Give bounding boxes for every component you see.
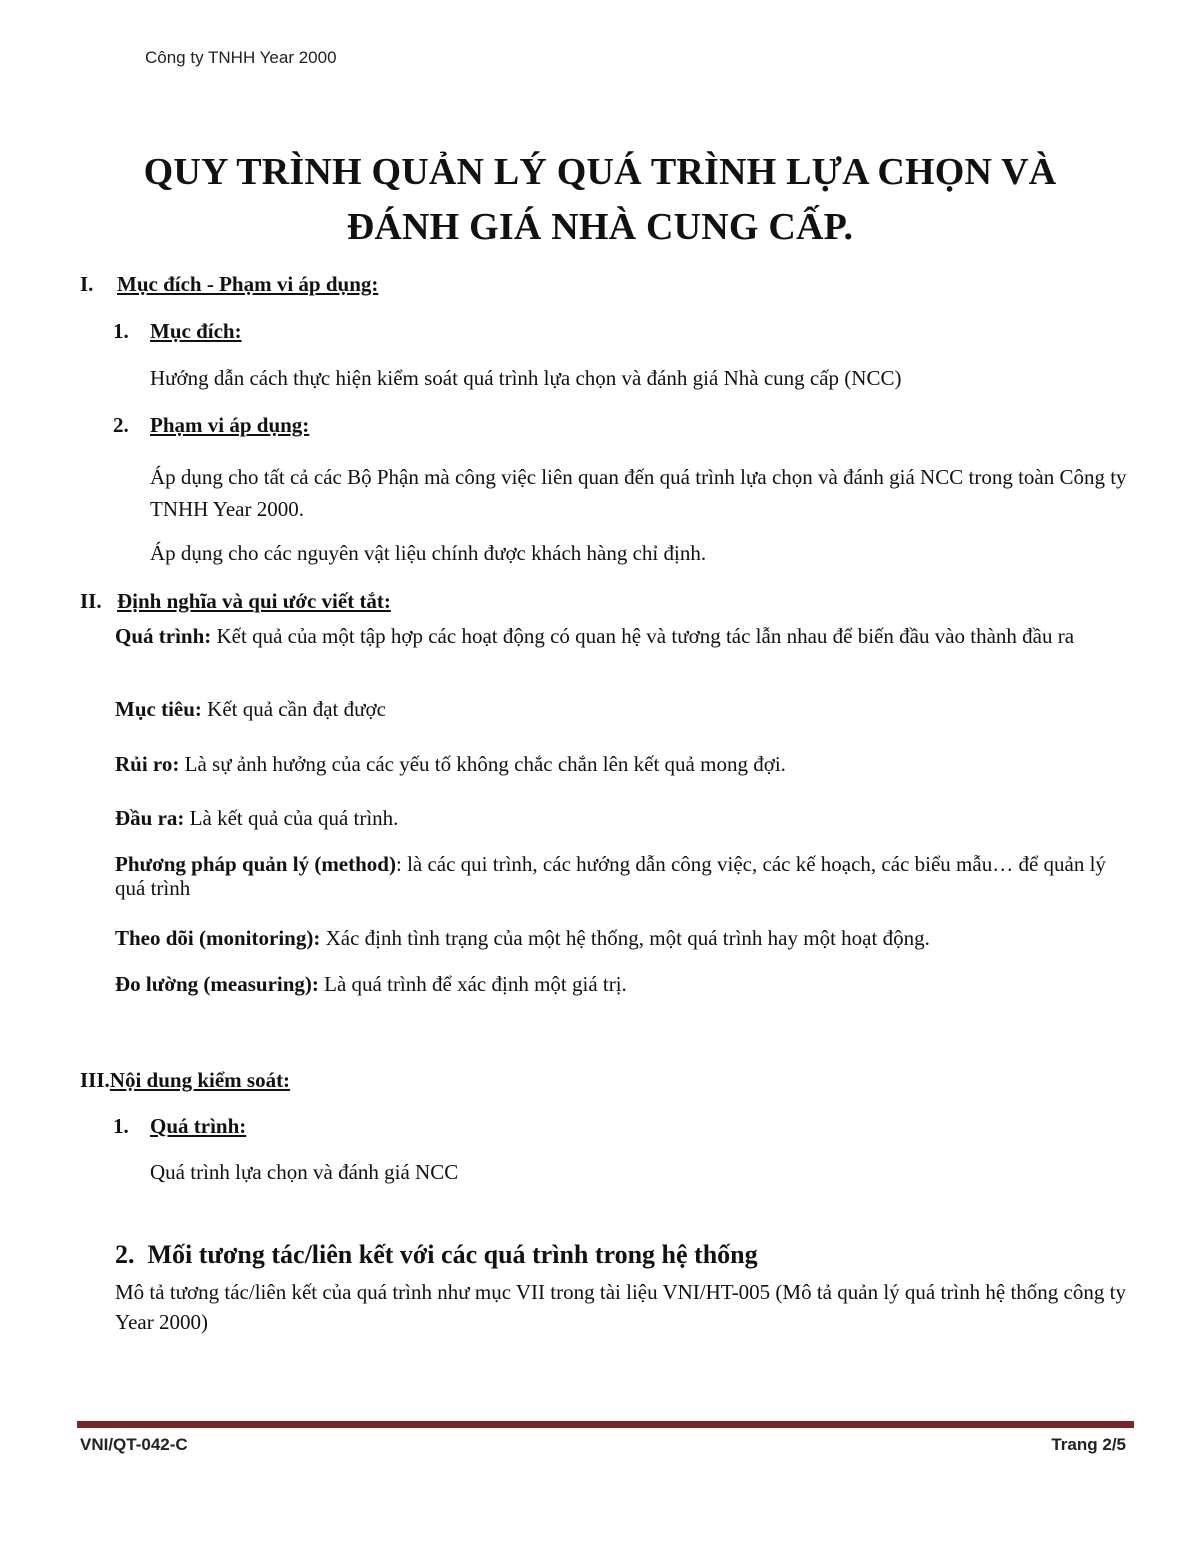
definition-measuring	[115, 972, 627, 997]
subsection-1-2-heading	[113, 413, 309, 438]
subsection-3-1-title: Quá trình:	[150, 1114, 247, 1138]
subsection-1-1-title: Mục đích:	[150, 319, 242, 343]
definition-objective	[115, 697, 386, 722]
subsection-1-2-title: Phạm vi áp dụng:	[150, 413, 310, 437]
definition-term: Rủi ro:	[115, 752, 180, 776]
definition-term: Quá trình:	[115, 624, 212, 648]
section-3-title: Nội dung kiểm soát:	[109, 1068, 291, 1092]
definition-text: Xác định tình trạng của một hệ thống, một quá trình hay một hoạt động.	[320, 926, 930, 950]
section-1-heading	[80, 272, 378, 297]
section-2-number: II.	[80, 589, 102, 613]
subsection-1-1-number: 1.	[113, 319, 129, 343]
section-1-title: Mục đích - Phạm vi áp dụng:	[117, 272, 379, 296]
page-number: Trang 2/5	[1051, 1435, 1126, 1454]
scope-paragraph-2: Áp dụng cho các nguyên vật liệu chính được khách hàng chỉ định.	[150, 541, 707, 565]
section-2-heading	[80, 589, 391, 614]
section-1-number: I.	[80, 272, 94, 296]
definition-text: : là các qui trình, các hướng dẫn công việc, các kế hoạch, các biểu mẫu… để quản lý quá trình	[115, 852, 1106, 900]
interaction-text: Mô tả tương tác/liên kết của quá trình như mục VII trong tài liệu VNI/HT-005 (Mô tả quản lý quá trình hệ thống công ty Year 2000)	[115, 1280, 1126, 1334]
section-3-number: III.	[80, 1068, 110, 1092]
definition-term: Theo dõi (monitoring):	[115, 926, 321, 950]
footer-divider	[77, 1421, 1134, 1428]
section-2-title: Định nghĩa và qui ước viết tắt:	[117, 589, 391, 613]
definition-text: Là quá trình để xác định một giá trị.	[318, 972, 627, 996]
subsection-3-2-title: Mối tương tác/liên kết với các quá trình trong hệ thống	[147, 1240, 758, 1269]
subsection-3-1-number: 1.	[113, 1114, 129, 1138]
subsection-3-2-heading	[115, 1240, 758, 1270]
subsection-1-1-heading	[113, 319, 242, 344]
definition-output	[115, 806, 398, 831]
scope-paragraph-1: Áp dụng cho tất cả các Bộ Phận mà công việc liên quan đến quá trình lựa chọn và đánh giá NCC trong toàn Công ty TNHH Year 2000.	[150, 465, 1127, 521]
definition-process	[115, 624, 1135, 648]
document-title-line1: QUY TRÌNH QUẢN LÝ QUÁ TRÌNH LỰA CHỌN VÀ	[143, 151, 1057, 193]
definition-text: Là kết quả của quá trình.	[184, 806, 399, 830]
document-code: VNI/QT-042-C	[80, 1435, 188, 1454]
document-title-line2: ĐÁNH GIÁ NHÀ CUNG CẤP.	[346, 206, 854, 248]
purpose-text: Hướng dẫn cách thực hiện kiểm soát quá trình lựa chọn và đánh giá Nhà cung cấp (NCC)	[150, 366, 902, 390]
definition-term: Đầu ra:	[115, 806, 185, 830]
definition-text: Là sự ảnh hưởng của các yếu tố không chắc chắn lên kết quả mong đợi.	[179, 752, 786, 776]
definition-term: Mục tiêu:	[115, 697, 202, 721]
definition-term: Phương pháp quản lý (method)	[115, 852, 396, 876]
subsection-3-2-number: 2.	[115, 1240, 135, 1269]
subsection-3-1-heading	[113, 1114, 246, 1139]
definition-monitoring	[115, 926, 930, 951]
definition-risk	[115, 752, 786, 777]
definition-text: Kết quả cần đạt được	[201, 697, 386, 721]
section-3-heading	[80, 1068, 290, 1093]
subsection-1-2-number: 2.	[113, 413, 129, 437]
definition-term: Đo lường (measuring):	[115, 972, 319, 996]
header-company: Công ty TNHH Year 2000	[145, 48, 337, 67]
definition-method	[115, 852, 1135, 900]
process-text: Quá trình lựa chọn và đánh giá NCC	[150, 1160, 459, 1184]
definition-text: Kết quả của một tập hợp các hoạt động có quan hệ và tương tác lẫn nhau để biến đầu vào thành đầu ra	[211, 624, 1075, 648]
